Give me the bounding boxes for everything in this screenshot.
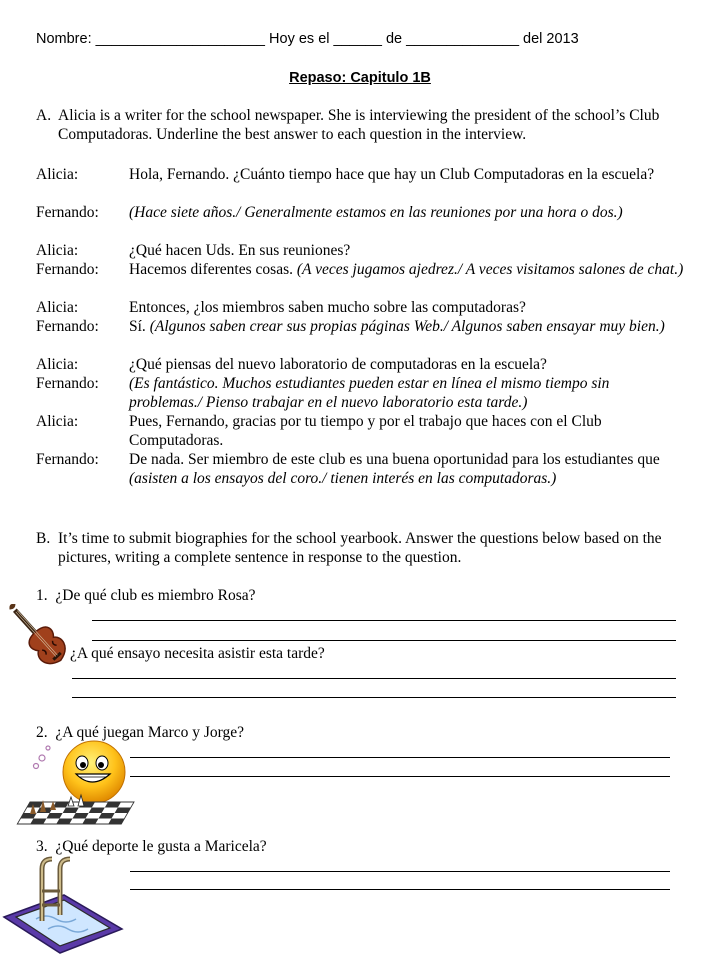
speaker: Alicia: — [36, 413, 79, 430]
speaker: Fernando: — [36, 261, 99, 278]
part-b-text: It’s time to submit biographies for the school yearbook. Answer the questions below based on the pictures, writing a complete sentence in response to the question. — [58, 530, 662, 566]
part-a-instructions — [36, 106, 666, 163]
question-1-followup: ¿A qué ensayo necesita asistir esta tarde? — [70, 645, 325, 662]
answer-line[interactable] — [92, 620, 676, 621]
chess-smiley-icon — [10, 740, 138, 826]
dialogue-text: ¿Qué hacen Uds. En sus reuniones? — [129, 242, 351, 259]
dialogue-text: ¿Qué piensas del nuevo laboratorio de computadoras en la escuela? — [129, 356, 547, 373]
year-label: del 2013 — [523, 31, 579, 47]
speaker: Alicia: — [36, 299, 79, 316]
answer-options[interactable]: (Es fantástico. Muchos estudiantes pueden estar en línea el mismo tiempo sin problemas./ Pienso trabajar en el nuevo laboratorio esta tarde.) — [129, 375, 610, 411]
dialogue-line — [36, 355, 686, 374]
answer-line[interactable] — [130, 871, 670, 872]
answer-options[interactable]: (asisten a los ensayos del coro./ tienen interés en las computadoras.) — [129, 470, 557, 487]
question-text: ¿De qué club es miembro Rosa? — [55, 587, 256, 604]
dialogue-line — [36, 165, 686, 184]
part-a-letter: A. — [36, 107, 52, 124]
dialogue-text — [129, 203, 686, 222]
answer-options[interactable]: (A veces jugamos ajedrez./ A veces visitamos salones de chat.) — [296, 261, 684, 278]
dialogue-text: Hola, Fernando. ¿Cuánto tiempo hace que hay un Club Computadoras en la escuela? — [129, 166, 655, 183]
answer-options[interactable]: (Algunos saben crear sus propias páginas Web./ Algunos saben ensayar muy bien.) — [149, 318, 665, 335]
part-b-instructions — [36, 529, 666, 567]
dialogue-line — [36, 374, 686, 412]
dialogue-text: Pues, Fernando, gracias por tu tiempo y por el trabajo que haces con el Club Computadoras. — [129, 413, 602, 449]
question-number: 2. — [36, 724, 48, 741]
dialogue-line — [36, 241, 686, 260]
violin-icon — [6, 604, 86, 680]
question-text: ¿A qué juegan Marco y Jorge? — [55, 724, 245, 741]
nombre-blank[interactable]: _____________________ — [95, 31, 265, 47]
dialogue-text: Entonces, ¿los miembros saben mucho sobre las computadoras? — [129, 299, 526, 316]
hoy-label: Hoy es el — [269, 31, 330, 47]
dialogue-line — [36, 450, 686, 488]
month-blank[interactable]: ______________ — [406, 31, 520, 47]
answer-options[interactable]: (Hace siete años./ Generalmente estamos en las reuniones por una hora o dos.) — [129, 204, 623, 221]
nombre-label: Nombre: — [36, 31, 92, 47]
speaker: Fernando: — [36, 375, 99, 392]
dialogue-line — [36, 412, 686, 450]
dialogue-line — [36, 260, 686, 279]
speaker: Fernando: — [36, 204, 99, 221]
answer-line[interactable] — [72, 678, 676, 679]
dialogue-text: Sí. (Algunos saben crear sus propias páginas Web./ Algunos saben ensayar muy bien.) — [129, 318, 665, 335]
speaker: Alicia: — [36, 242, 79, 259]
speaker: Fernando: — [36, 318, 99, 335]
part-a-text: Alicia is a writer for the school newspaper. She is interviewing the president of the school’s Club Computadoras. Underline the best answer to each question in the interview. — [58, 107, 660, 143]
dialogue-line — [36, 298, 686, 317]
speaker: Alicia: — [36, 356, 79, 373]
question-1 — [36, 586, 256, 605]
dialogue-line — [36, 203, 686, 222]
part-b-letter: B. — [36, 530, 51, 547]
answer-line[interactable] — [72, 697, 676, 698]
dialogue-text — [129, 374, 686, 412]
speaker: Alicia: — [36, 166, 79, 183]
answer-line[interactable] — [92, 640, 676, 641]
worksheet-header — [36, 31, 579, 47]
page-title: Repaso: Capitulo 1B — [289, 70, 431, 86]
pool-ladder-icon — [2, 855, 128, 955]
day-blank[interactable]: ______ — [333, 31, 382, 47]
question-text: ¿Qué deporte le gusta a Maricela? — [55, 838, 267, 855]
question-3 — [36, 837, 267, 856]
dialogue-text: De nada. Ser miembro de este club es una buena oportunidad para los estudiantes que (asisten a los ensayos del coro./ tienen interés en las computadoras.) — [129, 451, 660, 487]
speaker: Fernando: — [36, 451, 99, 468]
answer-line[interactable] — [130, 889, 670, 890]
dialogue-text: Hacemos diferentes cosas. (A veces jugamos ajedrez./ A veces visitamos salones de chat.) — [129, 261, 684, 278]
question-number: 1. — [36, 587, 48, 604]
de-label: de — [385, 31, 403, 47]
question-number: 3. — [36, 838, 48, 855]
answer-line[interactable] — [130, 757, 670, 758]
answer-line[interactable] — [130, 776, 670, 777]
dialogue-line — [36, 317, 686, 336]
